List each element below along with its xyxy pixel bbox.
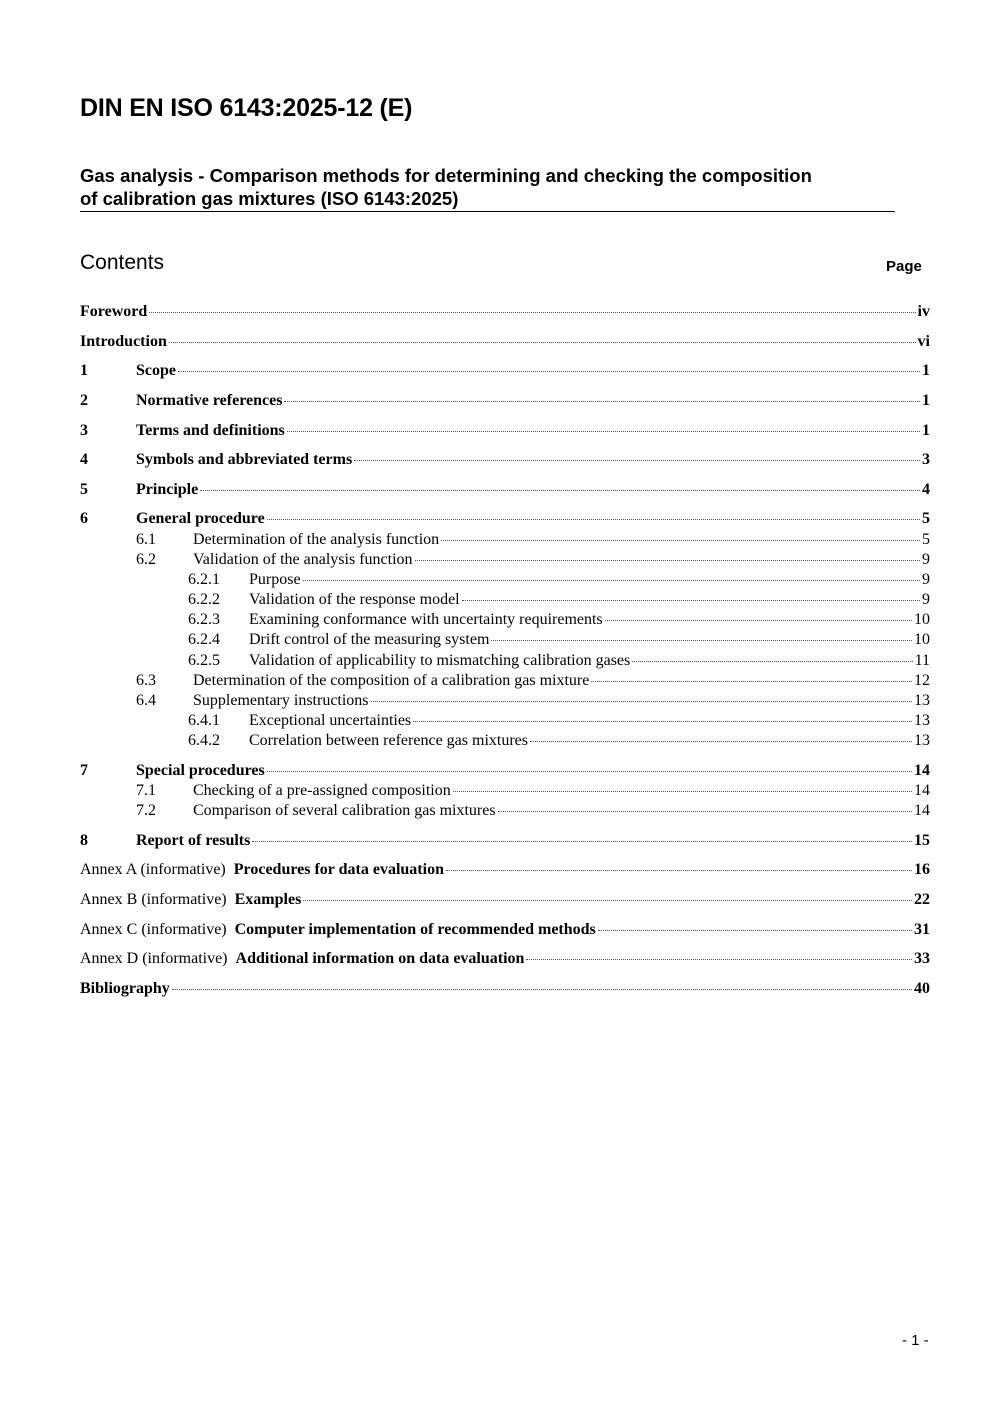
- toc-dot-leader: [441, 539, 920, 541]
- toc-dot-leader: [453, 790, 912, 792]
- toc-entry-page: 11: [914, 652, 930, 669]
- toc-entry-annex-b[interactable]: [80, 890, 930, 910]
- toc-entry-title: Drift control of the measuring system: [249, 631, 490, 648]
- toc-entry-6-1[interactable]: [80, 530, 930, 550]
- toc-entry-number: Annex A (informative): [80, 861, 226, 878]
- toc-entry-page: 14: [914, 762, 930, 779]
- toc-entry-title: Terms and definitions: [136, 422, 285, 439]
- toc-dot-leader: [149, 311, 915, 313]
- toc-entry-number: 6.2.5: [188, 652, 220, 669]
- toc-entry-1[interactable]: [80, 361, 930, 381]
- toc-entry-title: Purpose: [249, 571, 301, 588]
- toc-entry-number: 6.4.2: [188, 732, 220, 749]
- toc-entry-title: Computer implementation of recommended methods: [234, 921, 596, 938]
- toc-entry-6-4[interactable]: [80, 691, 930, 711]
- toc-entry-page: 33: [914, 950, 930, 967]
- toc-entry-title: Scope: [136, 362, 176, 379]
- toc-entry-6-2-3[interactable]: [80, 610, 930, 630]
- toc-entry-title: Supplementary instructions: [193, 692, 369, 709]
- document-title: DIN EN ISO 6143:2025-12 (E): [80, 94, 413, 122]
- toc-dot-leader: [178, 370, 920, 372]
- toc-dot-leader: [172, 988, 912, 990]
- toc-entry-number: 4: [80, 451, 88, 468]
- toc-entry-page: 1: [922, 362, 930, 379]
- page-number: - 1 -: [902, 1332, 929, 1349]
- toc-entry-title: Principle: [136, 481, 199, 498]
- toc-entry-title: Introduction: [80, 333, 167, 350]
- toc-entry-3[interactable]: [80, 421, 930, 441]
- toc-entry-number: 6.4.1: [188, 712, 220, 729]
- toc-entry-title: Comparison of several calibration gas mixtures: [193, 802, 496, 819]
- contents-heading: Contents: [80, 251, 165, 274]
- toc-entry-title: Examples: [234, 891, 302, 908]
- toc-entry-number: 7.1: [136, 782, 156, 799]
- toc-entry-page: 31: [914, 921, 930, 938]
- toc-entry-title: Report of results: [136, 832, 251, 849]
- toc-entry-title: Validation of the analysis function: [193, 551, 413, 568]
- toc-entry-6-2-5[interactable]: [80, 651, 930, 671]
- toc-dot-leader: [371, 700, 912, 702]
- toc-entry-annex-a[interactable]: [80, 860, 930, 880]
- toc-entry-title: Validation of applicability to mismatching calibration gases: [249, 652, 631, 669]
- toc-entry-title: Determination of the composition of a calibration gas mixture: [193, 672, 590, 689]
- toc-entry-5[interactable]: [80, 480, 930, 500]
- toc-entry-page: 22: [914, 891, 930, 908]
- toc-entry-page: 12: [914, 672, 930, 689]
- toc-dot-leader: [354, 459, 920, 461]
- toc-entry-number: 6.2.2: [188, 591, 220, 608]
- toc-entry-page: 5: [922, 510, 930, 527]
- toc-entry-number: 2: [80, 392, 88, 409]
- toc-dot-leader: [267, 518, 920, 520]
- toc-entry-2[interactable]: [80, 391, 930, 411]
- toc-entry-number: 8: [80, 832, 88, 849]
- toc-entry-introduction[interactable]: [80, 332, 930, 352]
- toc-dot-leader: [413, 720, 912, 722]
- toc-dot-leader: [267, 770, 912, 772]
- toc-entry-title: Normative references: [136, 392, 283, 409]
- toc-entry-number: 6: [80, 510, 88, 527]
- toc-entry-6-2-1[interactable]: [80, 570, 930, 590]
- toc-entry-title: Bibliography: [80, 980, 170, 997]
- toc-dot-leader: [284, 400, 920, 402]
- toc-entry-title: Examining conformance with uncertainty requirements: [249, 611, 603, 628]
- toc-entry-bibliography[interactable]: [80, 979, 930, 999]
- toc-entry-title: Correlation between reference gas mixtures: [249, 732, 528, 749]
- toc-entry-title: Foreword: [80, 303, 148, 320]
- toc-entry-page: 14: [914, 782, 930, 799]
- toc-dot-leader: [287, 430, 920, 432]
- toc-entry-annex-d[interactable]: [80, 949, 930, 969]
- toc-entry-page: 9: [922, 551, 930, 568]
- toc-entry-page: 13: [914, 692, 930, 709]
- toc-entry-page: 15: [914, 832, 930, 849]
- toc-entry-page: 4: [922, 481, 930, 498]
- toc-entry-6-4-2[interactable]: [80, 731, 930, 751]
- subtitle-line-2: of calibration gas mixtures (ISO 6143:2025): [80, 188, 459, 209]
- toc-entry-6-3[interactable]: [80, 671, 930, 691]
- toc-entry-page: 16: [914, 861, 930, 878]
- toc-dot-leader: [303, 899, 912, 901]
- toc-entry-6-4-1[interactable]: [80, 711, 930, 731]
- toc-entry-title: Checking of a pre-assigned composition: [193, 782, 451, 799]
- toc-entry-page: 9: [922, 571, 930, 588]
- subtitle-line-1: Gas analysis - Comparison methods for determining and checking the composition: [80, 165, 812, 186]
- toc-entry-number: 3: [80, 422, 88, 439]
- toc-entry-page: 1: [922, 422, 930, 439]
- toc-entry-title: Validation of the response model: [249, 591, 460, 608]
- toc-dot-leader: [530, 740, 912, 742]
- toc-entry-number: Annex D (informative): [80, 950, 228, 967]
- toc-dot-leader: [169, 341, 916, 343]
- toc-entry-page: 3: [922, 451, 930, 468]
- toc-dot-leader: [200, 489, 920, 491]
- toc-entry-number: Annex C (informative): [80, 921, 227, 938]
- toc-entry-6-2-2[interactable]: [80, 590, 930, 610]
- toc-entry-title: Exceptional uncertainties: [249, 712, 412, 729]
- toc-entry-6-2-4[interactable]: [80, 630, 930, 650]
- toc-entry-title: Symbols and abbreviated terms: [136, 451, 353, 468]
- toc-entry-title: Special procedures: [136, 762, 265, 779]
- toc-entry-number: 6.2.1: [188, 571, 220, 588]
- toc-dot-leader: [415, 559, 920, 561]
- toc-entry-6[interactable]: [80, 509, 930, 529]
- toc-dot-leader: [446, 869, 912, 871]
- toc-entry-title: General procedure: [136, 510, 265, 527]
- toc-entry-foreword[interactable]: [80, 302, 930, 322]
- toc-entry-number: 5: [80, 481, 88, 498]
- toc-entry-title: Determination of the analysis function: [193, 531, 440, 548]
- toc-entry-number: 6.2.3: [188, 611, 220, 628]
- toc-entry-number: 6.2: [136, 551, 156, 568]
- toc-entry-number: 6.1: [136, 531, 156, 548]
- toc-dot-leader: [526, 958, 912, 960]
- toc-entry-6-2[interactable]: [80, 550, 930, 570]
- toc-dot-leader: [605, 619, 912, 621]
- toc-entry-page: iv: [917, 303, 930, 320]
- toc-entry-page: 5: [922, 531, 930, 548]
- toc-dot-leader: [462, 599, 920, 601]
- page-column-heading: Page: [886, 258, 922, 275]
- toc-entry-number: 1: [80, 362, 88, 379]
- toc-entry-page: 13: [914, 712, 930, 729]
- toc-entry-4[interactable]: [80, 450, 930, 470]
- toc-entry-page: 1: [922, 392, 930, 409]
- toc-entry-page: 40: [914, 980, 930, 997]
- toc-entry-annex-c[interactable]: [80, 920, 930, 940]
- toc-dot-leader: [252, 840, 912, 842]
- toc-entry-page: 9: [922, 591, 930, 608]
- document-subtitle: [80, 164, 895, 212]
- toc-entry-7-2[interactable]: [80, 801, 930, 821]
- toc-entry-title: Additional information on data evaluation: [235, 950, 525, 967]
- toc-entry-7-1[interactable]: [80, 781, 930, 801]
- toc-entry-page: vi: [917, 333, 930, 350]
- toc-entry-page: 13: [914, 732, 930, 749]
- toc-entry-number: 7: [80, 762, 88, 779]
- toc-dot-leader: [632, 660, 912, 662]
- toc-entry-page: 10: [914, 611, 930, 628]
- toc-entry-number: 6.2.4: [188, 631, 220, 648]
- toc-dot-leader: [303, 579, 920, 581]
- toc-entry-number: 6.3: [136, 672, 156, 689]
- toc-entry-8[interactable]: [80, 831, 930, 851]
- toc-entry-7[interactable]: [80, 761, 930, 781]
- toc-dot-leader: [598, 929, 912, 931]
- toc-entry-number: 7.2: [136, 802, 156, 819]
- toc-dot-leader: [591, 680, 912, 682]
- toc-dot-leader: [491, 639, 912, 641]
- toc-dot-leader: [498, 810, 912, 812]
- toc-entry-page: 10: [914, 631, 930, 648]
- toc-entry-title: Procedures for data evaluation: [233, 861, 444, 878]
- toc-entry-number: 6.4: [136, 692, 156, 709]
- toc-entry-number: Annex B (informative): [80, 891, 227, 908]
- toc-entry-page: 14: [914, 802, 930, 819]
